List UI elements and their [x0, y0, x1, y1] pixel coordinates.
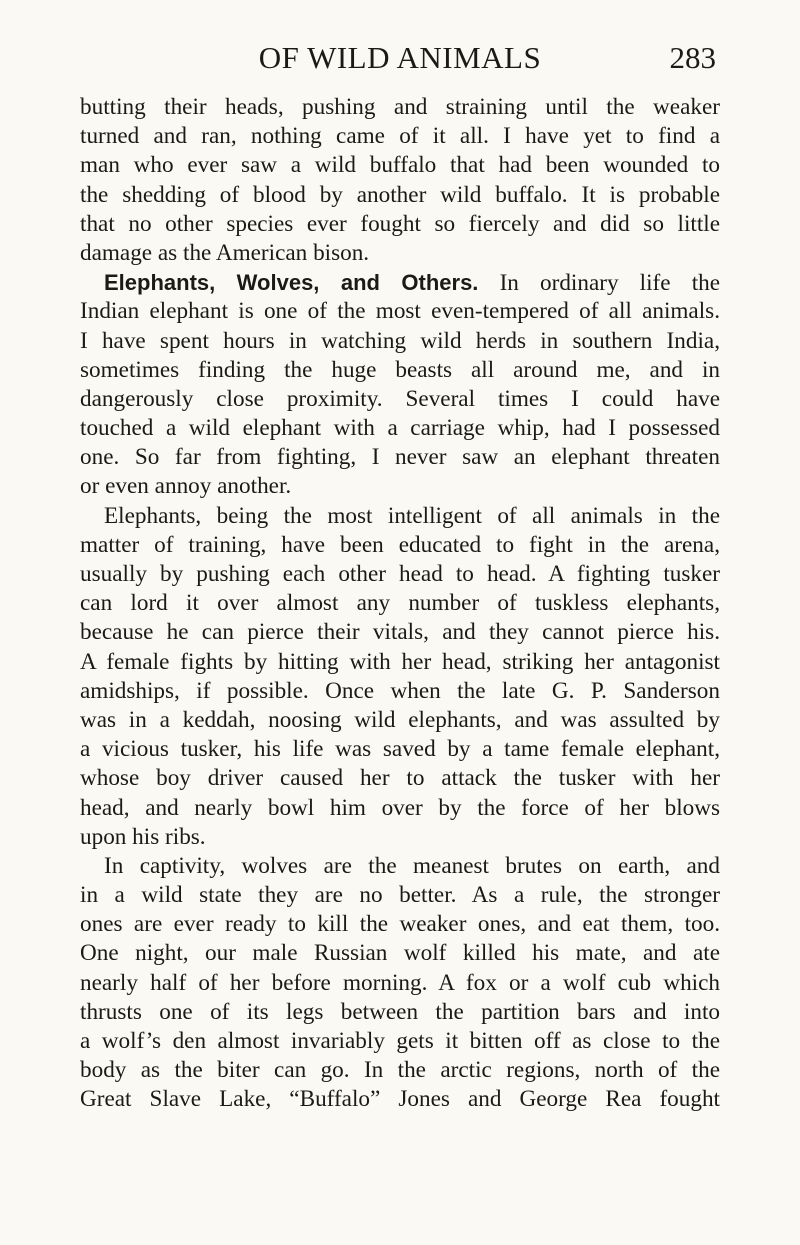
text-line: matter of training, have been educated to fight in the arena,: [80, 531, 720, 558]
text-line: a wolf’s den almost invariably gets it bitten off as close to the: [80, 1028, 720, 1054]
text-line: upon his ribs.: [80, 823, 206, 850]
text-line: usually by pushing each other head to head. A fighting tusker: [80, 561, 720, 587]
text-line: nearly half of her before morning. A fox or a wolf cub which: [80, 969, 720, 996]
running-title: OF WILD ANIMALS: [258, 40, 542, 75]
text-line: In captivity, wolves are the meanest brutes on earth, and: [104, 852, 720, 879]
text-line: A female fights by hitting with her head, striking her antagonist: [80, 648, 720, 675]
text-line: I have spent hours in watching wild herds in southern India,: [80, 327, 720, 354]
text-line: the shedding of blood by another wild buffalo. It is probable: [80, 181, 720, 208]
text-line-fragment: In ordinary life the: [499, 270, 721, 297]
text-line: one. So far from fighting, I never saw an elephant threaten: [80, 444, 720, 471]
text-line: thrusts one of its legs between the partition bars and into: [80, 998, 720, 1025]
text-line: Great Slave Lake, “Buffalo” Jones and George Rea fought: [80, 1086, 720, 1113]
body-text: [80, 93, 720, 1115]
text-line: in a wild state they are no better. As a rule, the stronger: [80, 882, 720, 909]
text-line: was in a keddah, noosing wild elephants, and was assulted by: [80, 706, 720, 733]
text-line: head, and nearly bowl him over by the force of her blows: [80, 794, 720, 821]
text-line: turned and ran, nothing came of it all. I have yet to find a: [80, 123, 720, 150]
text-line: because he can pierce their vitals, and they cannot pierce his.: [80, 619, 720, 646]
text-line: amidships, if possible. Once when the late G. P. Sanderson: [80, 677, 720, 704]
text-line: butting their heads, pushing and straining until the weaker: [80, 94, 720, 120]
text-line: damage as the American bison.: [80, 239, 370, 266]
text-line: One night, our male Russian wolf killed his mate, and ate: [80, 940, 720, 967]
section-heading: Elephants, Wolves, and Others.: [104, 270, 479, 296]
text-line: ones are ever ready to kill the weaker ones, and eat them, too.: [80, 911, 720, 938]
text-line: can lord it over almost any number of tuskless elephants,: [80, 590, 720, 617]
text-line: that no other species ever fought so fiercely and did so little: [80, 210, 720, 237]
text-line: a vicious tusker, his life was saved by a tame female elephant,: [80, 736, 720, 763]
text-line: whose boy driver caused her to attack the tusker with her: [80, 765, 720, 792]
text-line: man who ever saw a wild buffalo that had been wounded to: [80, 152, 720, 179]
text-line: sometimes finding the huge beasts all around me, and in: [80, 356, 720, 383]
text-line: Elephants, being the most intelligent of all animals in the: [104, 502, 720, 529]
text-line: dangerously close proximity. Several times I could have: [80, 385, 720, 412]
section-opening-line: [80, 268, 720, 297]
page-number: 283: [669, 40, 716, 75]
text-line: body as the biter can go. In the arctic regions, north of the: [80, 1057, 720, 1084]
text-line: touched a wild elephant with a carriage whip, had I possessed: [80, 415, 720, 442]
text-line: or even annoy another.: [80, 473, 292, 500]
text-line: Indian elephant is one of the most even-tempered of all animals.: [80, 298, 720, 325]
running-header: [0, 38, 800, 78]
